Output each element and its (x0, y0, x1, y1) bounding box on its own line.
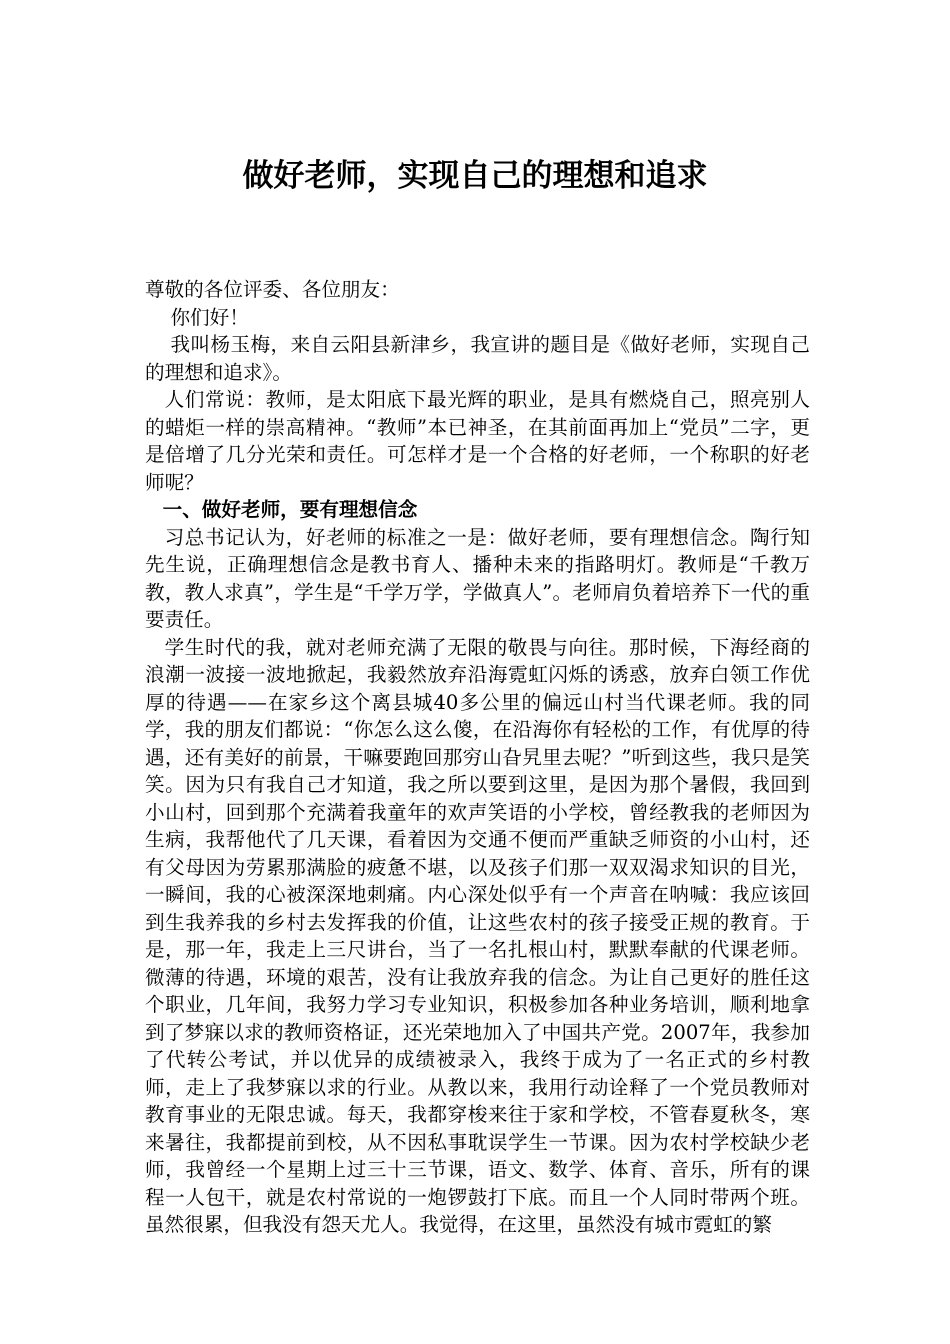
intro-paragraph: 人们常说：教师，是太阳底下最光辉的职业，是具有燃烧自己，照亮别人的蜡炬一样的崇高精神。“教师”本已神圣，在其前面再加上“党员”二字，更是倍增了几分光荣和责任。可怎样才是一个合格的好老师，一个称职的好老师呢？ (145, 388, 810, 494)
document-body (145, 276, 810, 1239)
section-paragraph: 习总书记认为，好老师的标准之一是：做好老师，要有理想信念。陶行知先生说，正确理想信念是教书育人、播种未来的指路明灯。教师是“千教万教，教人求真”，学生是“千学万学，学做真人”。老师肩负着培养下一代的重要责任。 (145, 525, 810, 631)
document-title: 做好老师，实现自己的理想和追求 (242, 158, 708, 194)
intro-paragraph: 我叫杨玉梅，来自云阳县新津乡，我宣讲的题目是《做好老师，实现自己的理想和追求》。 (145, 333, 810, 384)
salutation: 尊敬的各位评委、各位朋友： (145, 278, 400, 301)
section-heading: 一、做好老师，要有理想信念 (162, 498, 418, 521)
greeting: 你们好！ (170, 305, 249, 329)
section-paragraph: 学生时代的我，就对老师充满了无限的敬畏与向往。那时候，下海经商的浪潮一波接一波地掀起，我毅然放弃沿海霓虹闪烁的诱惑，放弃白领工作优厚的待遇——在家乡这个离县城40多公里的偏远山村当代课老师。我的同学，我的朋友们都说：“你怎么这么傻，在沿海你有轻松的工作，有优厚的待遇，还有美好的前景，干嘛要跑回那穷山旮旯里去呢？”听到这些，我只是笑笑。因为只有我自己才知道，我之所以要到这里，是因为那个暑假，我回到小山村，回到那个充满着我童年的欢声笑语的小学校，曾经教我的老师因为生病，我帮他代了几天课，看着因为交通不便而严重缺乏师资的小山村，还有父母因为劳累那满脸的疲惫不堪，以及孩子们那一双双渴求知识的目光，一瞬间，我的心被深深地刺痛。内心深处似乎有一个声音在呐喊：我应该回到生我养我的乡村去发挥我的价值，让这些农村的孩子接受正规的教育。于是，那一年，我走上三尺讲台，当了一名扎根山村，默默奉献的代课老师。微薄的待遇，环境的艰苦，没有让我放弃我的信念。为让自己更好的胜任这个职业，几年间，我努力学习专业知识，积极参加各种业务培训，顺利地拿到了梦寐以求的教师资格证，还光荣地加入了中国共产党。2007年，我参加了代转公考试，并以优异的成绩被录入，我终于成为了一名正式的乡村教师，走上了我梦寐以求的行业。从教以来，我用行动诠释了一个党员教师对教育事业的无限忠诚。每天，我都穿梭来往于家和学校，不管春夏秋冬，寒来暑往，我都提前到校，从不因私事耽误学生一节课。因为农村学校缺少老师，我曾经一个星期上过三十三节课，语文、数学、体育、音乐，所有的课程一人包干，就是农村常说的一炮锣鼓打下底。而且一个人同时带两个班。虽然很累，但我没有怨天尤人。我觉得，在这里，虽然没有城市霓虹的繁 (145, 635, 810, 1236)
